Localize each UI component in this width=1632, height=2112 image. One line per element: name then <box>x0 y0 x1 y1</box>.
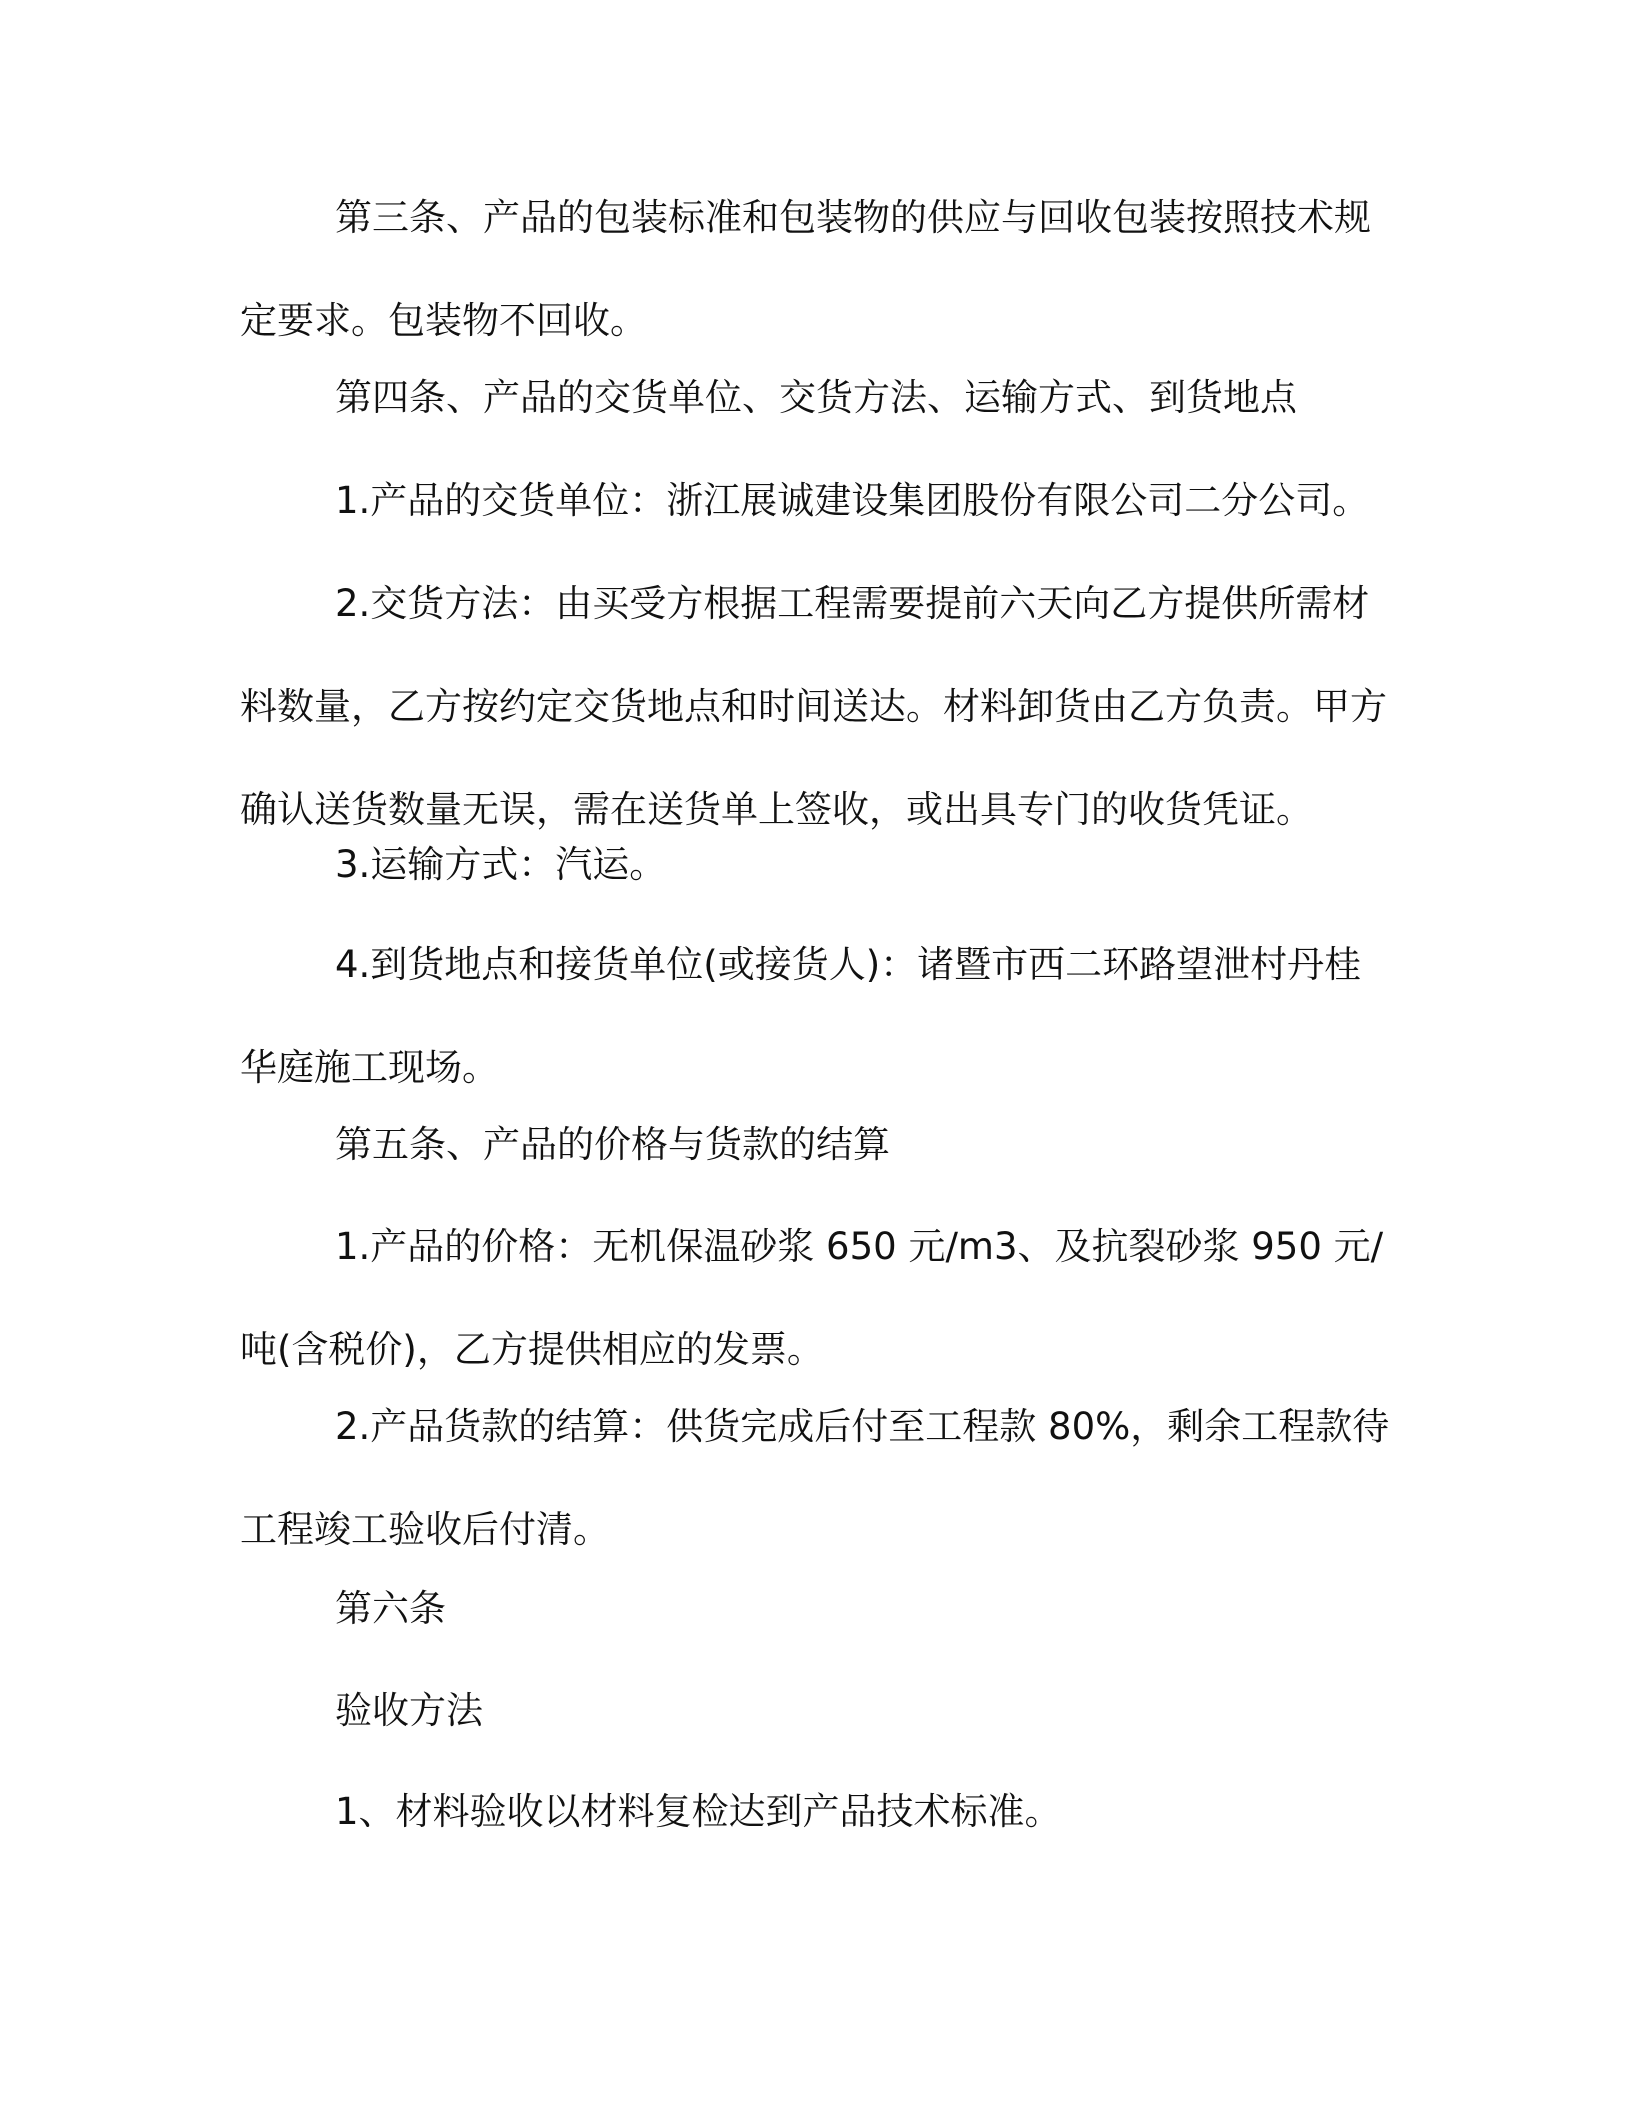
article-5-heading: 第五条、产品的价格与货款的结算 <box>335 1123 890 1166</box>
article-4-heading: 第四条、产品的交货单位、交货方法、运输方式、到货地点 <box>335 376 1297 419</box>
delivery-location: 4.到货地点和接货单位(或接货人)：诸暨市西二环路望泄村丹桂华庭施工现场。 <box>240 943 1362 1089</box>
inspection-item-1: 1、材料验收以材料复检达到产品技术标准。 <box>335 1790 1062 1833</box>
product-price: 1.产品的价格：无机保温砂浆 650 元/m3、及抗裂砂浆 950 元/吨(含税价)，乙方提供相应的发票。 <box>240 1225 1384 1371</box>
delivery-method: 2.交货方法：由买受方根据工程需要提前六天向乙方提供所需材料数量，乙方按约定交货地点和时间送达。材料卸货由乙方负责。甲方确认送货数量无误，需在送货单上签收，或出具专门的收货凭证。 <box>240 582 1387 831</box>
payment-settlement: 2.产品货款的结算：供货完成后付至工程款 80%，剩余工程款待工程竣工验收后付清。 <box>240 1405 1390 1551</box>
article-6-heading: 第六条 <box>335 1587 446 1630</box>
article-3-packaging: 第三条、产品的包装标准和包装物的供应与回收包装按照技术规定要求。包装物不回收。 <box>240 196 1371 342</box>
transport-mode: 3.运输方式：汽运。 <box>335 843 667 886</box>
inspection-method-heading: 验收方法 <box>335 1689 483 1732</box>
delivery-unit: 1.产品的交货单位：浙江展诚建设集团股份有限公司二分公司。 <box>335 479 1370 522</box>
